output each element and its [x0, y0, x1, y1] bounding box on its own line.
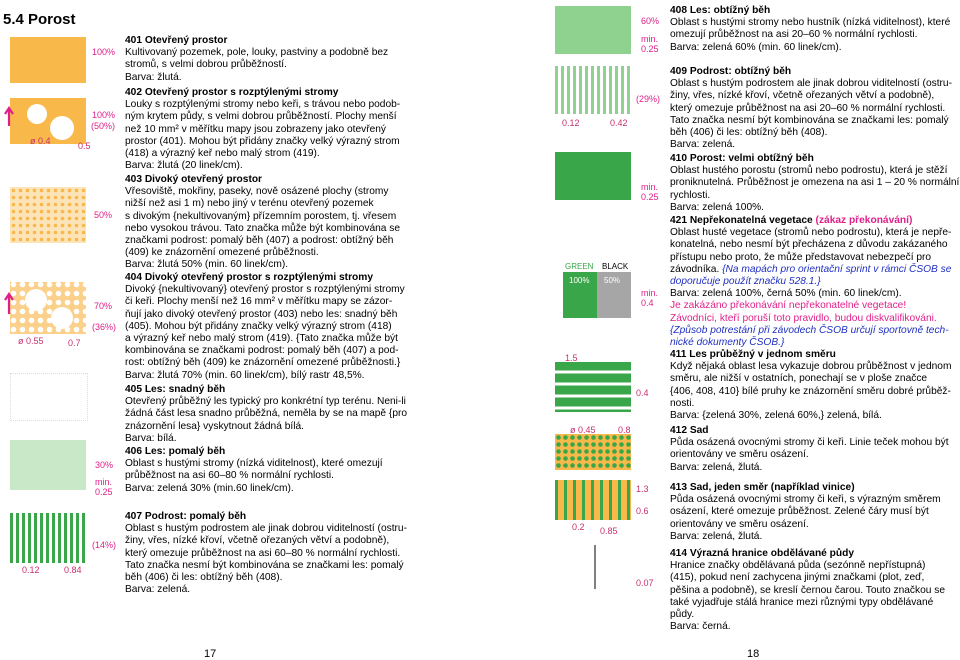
symbol-407 — [10, 513, 86, 563]
title-412: 412 Sad — [670, 425, 709, 436]
title-414: 414 Výrazná hranice obdělávané půdy — [670, 548, 855, 559]
line: (405). Mohou být přidány značky velký výrazný strom (418) — [125, 320, 392, 332]
dim-042: 0.42 — [610, 118, 628, 128]
pct-29: (29%) — [636, 94, 661, 104]
line: Tato značka nesmí být kombinována se značkami les: pomalý — [125, 559, 404, 571]
title-407: 407 Podrost: pomalý běh — [125, 511, 247, 522]
line: Barva: zelená 60% (min. 60 linek/cm). — [670, 41, 842, 53]
desc-413 — [670, 482, 960, 543]
title-410: 410 Porost: velmi obtížný běh — [670, 153, 814, 164]
line: Oblast husté vegetace (stromů nebo podrostu), která je nepře- — [670, 227, 952, 239]
dim-04: ø 0.4 — [30, 136, 51, 146]
line: nosti. — [670, 397, 695, 409]
dim-045: ø 0.45 — [570, 425, 596, 435]
symbol-412 — [555, 434, 631, 470]
line: Kultivovaný pozemek, pole, louky, pastviny a podobně bez — [125, 47, 389, 59]
pct-36: (36%) — [92, 322, 117, 332]
desc-411 — [670, 349, 960, 422]
pct-14: (14%) — [92, 540, 117, 550]
title-404: 404 Divoký otevřený prostor s rozptýlenými stromy — [125, 272, 373, 283]
symbol-404 — [0, 280, 95, 350]
line: prostor (401). Mohou být přidány značky velký výrazný strom — [125, 135, 400, 147]
line: rychlosti. — [670, 189, 711, 201]
desc-408 — [670, 5, 960, 54]
desc-414 — [670, 548, 960, 633]
line: orientovány ve směru osázení. — [670, 518, 809, 530]
line: {406, 408, 410} bílé pruhy ke znázornění směru dobré průběž- — [670, 385, 951, 397]
line: běh (406) či les: obtížný běh (408). — [670, 127, 828, 139]
title-402: 402 Otevřený prostor s rozptýlenými stromy — [125, 87, 339, 98]
line: Vřesoviště, mokřiny, paseky, nově osázené plochy (stromy — [125, 186, 389, 198]
page-number-right: 18 — [747, 648, 760, 660]
line: Oblast hustého porostu (stromů nebo podrostu), která je stěží — [670, 165, 948, 177]
line: Barva: zelená. — [125, 584, 191, 596]
symbol-406 — [10, 440, 86, 490]
dim-012: 0.12 — [562, 118, 580, 128]
min-value: 0.4 — [641, 298, 654, 308]
dim-06: 0.6 — [636, 506, 649, 516]
pct-60: 60% — [641, 16, 660, 26]
line: kombinována se značkami podrost: pomalý běh (407) a pod- — [125, 345, 399, 357]
title-401: 401 Otevřený prostor — [125, 35, 228, 46]
line: {Způsob potrestání při závodech ČSOB určují sportovně tech- — [670, 324, 949, 336]
symbol-410 — [555, 152, 631, 200]
line: Barva: zelená, žlutá. — [670, 461, 763, 473]
line: Je zakázáno překonávání nepřekonatelné vegetace! — [670, 300, 907, 312]
line: Barva: zelená. — [670, 139, 736, 151]
dim-007: 0.07 — [636, 578, 654, 588]
dim-055: ø 0.55 — [18, 336, 44, 346]
line: značkami podrost: pomalý běh (407) a podrost: obtížný běh — [125, 235, 394, 247]
line: stromů, s velmi dobrou průběžností. — [125, 59, 287, 71]
line: než 10 mm² v měřítku mapy jsou zobrazeny jako otevřený — [125, 123, 387, 135]
line: žiny, vřes, nízké křoví, včetně ořezaných větví a podobně), — [125, 535, 390, 547]
title-409: 409 Podrost: obtížný běh — [670, 66, 792, 77]
dim-012: 0.12 — [22, 565, 40, 575]
page-number-left: 17 — [204, 648, 217, 660]
line: Barva: žlutá 70% (min. 60 linek/cm), bílý rastr 48,5%. — [125, 369, 365, 381]
line: Otevřený průběžný les typický pro konkrétní typ terénu. Neni-li — [125, 396, 406, 408]
desc-403 — [125, 174, 425, 272]
title-413: 413 Sad, jeden směr (například vinice) — [670, 482, 855, 493]
pct-50: 50% — [94, 210, 113, 220]
dim-02: 0.2 — [572, 522, 585, 532]
symbol-408 — [555, 6, 631, 54]
line: proniknutelná. Průběžnost je omezena na asi 1 – 20 % normální — [670, 177, 960, 189]
line: omezují průběžnost na asi 20–60 % normální rychlosti. — [670, 29, 918, 41]
line: žiny, vřes, nízké křoví, včetně ořezaných větví a podobně), — [670, 90, 935, 102]
line: závodníka. — [670, 263, 723, 275]
symbol-403 — [10, 187, 86, 243]
min-label: min. — [641, 288, 659, 298]
symbol-405 — [10, 373, 88, 421]
line: (415), pokud není zachycena jinými značkami (plot, zeď, — [670, 572, 925, 584]
desc-406 — [125, 446, 425, 495]
line: průběžnost na asi 60–80 % normální rychlosti. — [125, 470, 334, 482]
line: Louky s rozptýlenými stromy nebo keři, s trávou nebo podob- — [125, 99, 401, 111]
black-label: BLACK — [602, 262, 629, 271]
line: Barva: žlutá (20 linek/cm). — [125, 160, 243, 172]
line: konatelná, nebo nesmí být přecházena z důvodu zakázaného — [670, 239, 948, 251]
pct-100: 100% — [92, 47, 116, 57]
line: Oblast s hustým podrostem ale jinak dobrou viditelností (ostru- — [670, 78, 952, 90]
line: který omezuje průběžnost na asi 60–80 % normální rychlosti. — [125, 547, 401, 559]
title-403: 403 Divoký otevřený prostor — [125, 174, 263, 185]
desc-407 — [125, 511, 425, 596]
line: který omezuje průběžnost na asi 20–60 % normální rychlosti. — [670, 102, 946, 114]
line: nebo vysokou trávou. Tato značka může být kombinována se — [125, 222, 401, 234]
min-label: min. — [641, 34, 659, 44]
line: Oblast s hustými stromy nebo hustník (nízká viditelnost), které — [670, 17, 951, 29]
line: Oblast s hustým podrostem ale jinak dobrou viditelností (ostru- — [125, 523, 407, 535]
line: Barva: zelená 100%, černá 50% (min. 60 linek/cm). — [670, 288, 902, 300]
pct-70: 70% — [94, 301, 113, 311]
line: {Na mapách pro orientační sprint v rámci ČSOB se — [722, 263, 952, 275]
title-421: 421 Nepřekonatelná vegetace — [670, 215, 813, 226]
line: Barva: černá. — [670, 621, 731, 633]
line: Barva: zelená 30% (min.60 linek/cm). — [125, 482, 294, 494]
desc-412 — [670, 425, 960, 474]
desc-410 — [670, 153, 960, 214]
line: ným krytem půdy, s velmi dobrou průběžností. Plochy menší — [125, 111, 397, 123]
title-408: 408 Les: obtížný běh — [670, 5, 771, 16]
line: (418) a výrazný keř nebo malý strom (419). — [125, 148, 320, 160]
line: půdy. — [670, 609, 695, 621]
black-pct: 50% — [604, 276, 621, 285]
min-label: min. — [641, 182, 659, 192]
line: Závodníci, kteří poruší toto pravidlo, budou diskvalifikováni. — [670, 312, 937, 324]
line: rost: obtížný běh (409) ke znázornění omezené průběžnosti.} — [125, 357, 401, 369]
min-value: 0.25 — [95, 487, 113, 497]
line: znázornění lesa} vyskytnout žádná bílá. — [125, 420, 304, 432]
symbol-401 — [10, 37, 86, 83]
green-pct: 100% — [569, 276, 590, 285]
symbol-413 — [555, 480, 631, 520]
title-405: 405 Les: snadný běh — [125, 384, 226, 395]
line: a výrazný keř nebo malý strom (419). {Tato značka může být — [125, 333, 398, 345]
pct-30: 30% — [95, 460, 114, 470]
line: nižší než asi 1 m) nebo jiný v terénu otevřený pozemek — [125, 198, 374, 210]
line: osázení, které omezuje průběžnost. Zelené čáry musí být — [670, 506, 929, 518]
line: Divoký {nekultivovaný} otevřený prostor s rozptýlenými stromy — [125, 284, 405, 296]
dim-13: 1.3 — [636, 484, 649, 494]
line: Barva: zelená 100%. — [670, 201, 765, 213]
min-value: 0.25 — [641, 44, 659, 54]
desc-421 — [670, 215, 960, 349]
symbol-409 — [555, 66, 631, 114]
desc-405 — [125, 384, 425, 445]
pct-100b: 100% — [92, 110, 116, 120]
line: Barva: zelená, žlutá. — [670, 530, 763, 542]
line: či keři. Plochy menší než 16 mm² v měřítku mapy se zázor- — [125, 296, 393, 308]
line: Půda osázená ovocnými stromy či keři. Linie teček mohou být — [670, 437, 949, 449]
desc-402 — [125, 87, 425, 172]
title-406: 406 Les: pomalý běh — [125, 446, 226, 457]
min-label: min. — [95, 477, 113, 487]
title-411: 411 Les průběžný v jednom směru — [670, 349, 836, 360]
section-title: 5.4 Porost — [3, 11, 76, 28]
pct-50b: (50%) — [91, 121, 116, 131]
line: také vyjadřuje stálá hranice mezi různými typy obdělávané — [670, 596, 934, 608]
line: směru, ale nižší v ostatních, ponechají se v ploše značce — [670, 373, 928, 385]
line: ňují jako divoký otevřený prostor (403) nebo les: snadný běh — [125, 308, 398, 320]
line: žádná část lesa snadno průběžná, neměla by se na mapě {pro — [125, 408, 408, 420]
dim-085: 0.85 — [600, 526, 618, 536]
desc-409 — [670, 66, 960, 151]
line: orientovány ve směru osázení. — [670, 449, 809, 461]
dim-08: 0.8 — [618, 425, 631, 435]
line: Barva: žlutá 50% (min. 60 linek/cm). — [125, 259, 289, 271]
line: pěšina a podobně), se kreslí černou čarou. Touto značkou se — [670, 584, 946, 596]
line: s divokým {nekultivovaným} přízemním porostem, tj. vřesem — [125, 210, 397, 222]
green-label: GREEN — [565, 262, 594, 271]
dim-084: 0.84 — [64, 565, 82, 575]
symbol-411 — [555, 362, 631, 412]
dim-04: 0.4 — [636, 388, 649, 398]
line: (409) ke znázornění omezené průběžnosti. — [125, 247, 319, 259]
dim-05: 0.5 — [78, 141, 91, 151]
symbol-414 — [555, 545, 631, 589]
dim-07: 0.7 — [68, 338, 81, 348]
line: běh (406) či les: obtížný běh (408). — [125, 572, 283, 584]
desc-401 — [125, 35, 425, 84]
line: doporučuje použít značku 528.1.} — [670, 276, 821, 288]
line: Oblast s hustými stromy (nízká viditelnost), které omezují — [125, 458, 383, 470]
line: Když nějaká oblast lesa vykazuje dobrou průběžnost v jednom — [670, 361, 952, 373]
line: Tato značka nesmí být kombinována se značkami les: pomalý — [670, 114, 949, 126]
line: Barva: žlutá. — [125, 71, 182, 83]
min-value: 0.25 — [641, 192, 659, 202]
dim-15: 1.5 — [565, 353, 578, 363]
line: Hranice značky obdělávaná půda (sezónně nepřístupná) — [670, 560, 926, 572]
line: Půda osázená ovocnými stromy či keři, s výrazným směrem — [670, 494, 941, 506]
line: nické dokumenty ČSOB.} — [670, 337, 785, 349]
desc-404 — [125, 272, 425, 382]
line: Barva: bílá. — [125, 432, 177, 444]
title-note-421: (zákaz překonávání) — [815, 215, 913, 226]
line: Barva: {zelená 30%, zelená 60%,} zelená, bílá. — [670, 410, 882, 422]
line: přístupu nebo proto, že může představovat nebezpečí pro — [670, 251, 932, 263]
